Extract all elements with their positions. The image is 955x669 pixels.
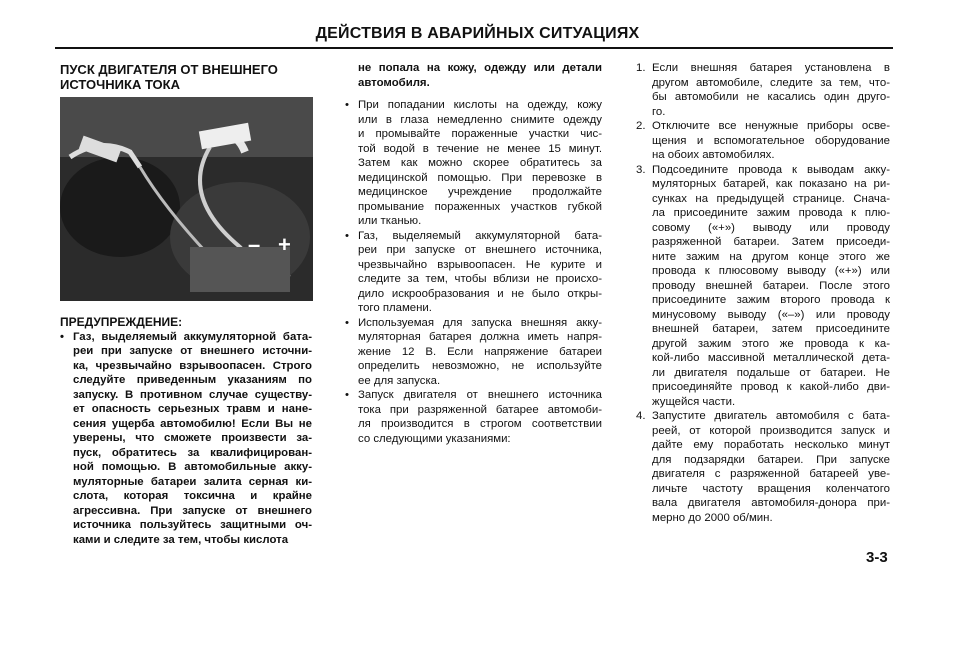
text-line: вала двигателя автомобиля-донора при- [652,497,890,509]
bullet-marker: • [60,330,64,343]
text-line: проводу внешней батареи. После этого [652,279,890,292]
text-line: другой зажим этого же провода к ка- [652,337,890,350]
text-line: медицинское учреждение продолжайте [358,186,602,198]
bullet-item [345,98,602,229]
text-line: и промывайте пораженные участки чис- [358,128,602,140]
text-line: присоединяйте провод к какой-либо дви- [652,381,890,393]
bullet-list [345,98,602,446]
text-line: не попала на кожу, одежду или детали [358,62,602,74]
warning-bullet [60,330,312,548]
text-line: ните зажим на другом конце этого же [652,250,890,263]
text-line: или тканью. [358,215,422,227]
text-line: определить невозможно, не используйте [358,360,602,372]
warning-continuation [358,61,602,90]
text-line: уверены, что сможете произвести за- [73,432,312,444]
text-line: муляторная батарея должна иметь напря- [358,331,602,343]
text-line: При попадании кислоты на одежду, кожу [358,99,602,111]
text-line: промывание пораженных участков губкой [358,200,602,213]
bullet-item [345,229,602,316]
text-line: другом автомобиле, следите за тем, что- [652,76,890,89]
text-line: мерно до 2000 об/мин. [652,511,773,524]
step-item [636,163,890,410]
text-line: ной помощью. В автомобильные акку- [73,461,312,473]
text-line: реи при запуске от внешнего источника, [358,244,602,256]
text-line: для подзарядки батареи. При запуске [652,453,890,466]
text-line: личьте частоту вращения коленчатого [652,482,890,495]
text-line: ля производится в строгом соответствии [358,418,602,430]
text-line: Если внешняя батарея установлена в [652,62,890,74]
text-line: реей, от которой производится запуск и [652,424,890,437]
section-heading [60,62,278,92]
text-line: муляторных батарей, как показано на ри- [652,178,890,190]
header-rule [55,47,893,49]
text-line: минусовому выводу («–») или проводу [652,308,890,321]
text-line: щения и вспомогательное оборудование [652,134,890,147]
text-line: Запустите двигатель автомобиля с бата- [652,410,890,422]
engine-bay-image [60,97,313,301]
text-line: ет опасность серьезных травм и нане- [73,403,312,415]
middle-column [345,61,602,446]
list-marker: • [345,99,349,111]
text-line: Газ, выделяемый аккумуляторной бата- [358,229,602,242]
steps-list [636,61,890,525]
bullet-item [345,388,602,446]
list-marker: 2. [636,120,646,132]
text-line: сунках на предыдущей странице. Снача- [652,192,890,205]
text-line: медицинской помощью. При перевозке в [358,171,602,184]
warning-heading: ПРЕДУПРЕЖДЕНИЕ: [60,315,183,329]
text-line: кой-либо массивной металлической дета- [652,352,890,364]
text-line: той водой в течение не менее 15 минут. [358,142,602,155]
text-line: ка, чрезвычайно взрывоопасен. Строго [73,359,312,372]
text-line: жение 12 В. Если напряжение батареи [358,345,602,358]
text-line: на обоих автомобилях. [652,149,775,161]
text-line: реи при запуске от внешнего источни- [73,345,312,357]
text-line: того пламени. [358,302,432,314]
text-line: дайте ему поработать несколько минут [652,439,890,451]
plus-terminal-label: + [278,232,291,257]
text-line: внешней батареи, затем присоедините [652,323,890,335]
page-number: 3-3 [866,549,888,566]
warning-block [60,315,312,547]
step-item [636,409,890,525]
text-line: двигателя с разряженной батареей уве- [652,468,890,480]
minus-terminal-label: – [248,232,261,257]
text-line: чрезвычайно взрывоопасен. Не курите и [358,258,602,271]
text-line: пуск, обратитесь за квалифицирован- [73,446,312,459]
text-line: го. [652,105,666,118]
text-line: сения ущерба автомобилю! Если Вы не [73,417,312,430]
text-line: бы автомобили не касались один друго- [652,91,890,103]
section-heading-line: ПУСК ДВИГАТЕЛЯ ОТ ВНЕШНЕГО [60,62,278,77]
text-line: дило искрообразования и не было откры- [358,287,602,300]
text-line: Подсоедините провода к выводам акку- [652,163,890,176]
text-line: муляторные батареи залита серная ки- [73,475,312,488]
text-line: следуйте приведенным указаниям по [73,374,312,386]
step-item [636,119,890,163]
text-line: Затем как можно скорее обратитесь за [358,157,602,169]
text-line: жущейся части. [652,395,736,408]
text-line: агрессивна. При запуске от внешнего [73,504,312,517]
bullet-item [345,316,602,389]
text-line: совому («+») выводу или проводу [652,221,890,234]
jump-start-photo [60,97,313,301]
text-line: Газ, выделяемый аккумуляторной бата- [73,330,312,343]
list-marker: 3. [636,163,646,176]
text-line: ла присоедините зажим провода к плю- [652,207,890,219]
text-line: автомобиля. [358,76,430,89]
text-line: ли двигателя подальше от батареи. Не [652,366,890,379]
text-line: ее для запуска. [358,374,441,387]
step-item [636,61,890,119]
list-marker: • [345,389,349,401]
text-line: присоедините зажим второго провода к [652,294,890,306]
list-marker: 4. [636,410,646,422]
text-line: разряженной батареи. Затем присоеди- [652,236,890,248]
text-line: следите за тем, чтобы вблизи не происхо- [358,273,602,285]
list-marker: • [345,229,349,242]
text-line: слота, которая токсична и крайне [73,490,312,502]
text-line: тока при разряженной батарее автомоби- [358,403,602,416]
text-line: провода к плюсовому выводу («+») или [652,265,890,277]
text-line: Используемая для запуска внешняя акку- [358,316,602,329]
text-line: или в глаза немедленно снимите одежду [358,113,602,126]
list-marker: 1. [636,62,646,74]
text-line: запуску. В противном случае существу- [73,388,312,401]
page-title: ДЕЙСТВИЯ В АВАРИЙНЫХ СИТУАЦИЯХ [315,25,640,42]
text-line: Отключите все ненужные приборы осве- [652,120,890,132]
list-marker: • [345,316,349,329]
text-line: со следующими указаниями: [358,432,511,445]
section-heading-line: ИСТОЧНИКА ТОКА [60,77,180,92]
text-line: ками и следите за тем, чтобы кислота [73,533,289,546]
text-line: источника пользуйтесь защитными оч- [73,519,312,531]
text-line: Запуск двигателя от внешнего источника [358,389,602,401]
